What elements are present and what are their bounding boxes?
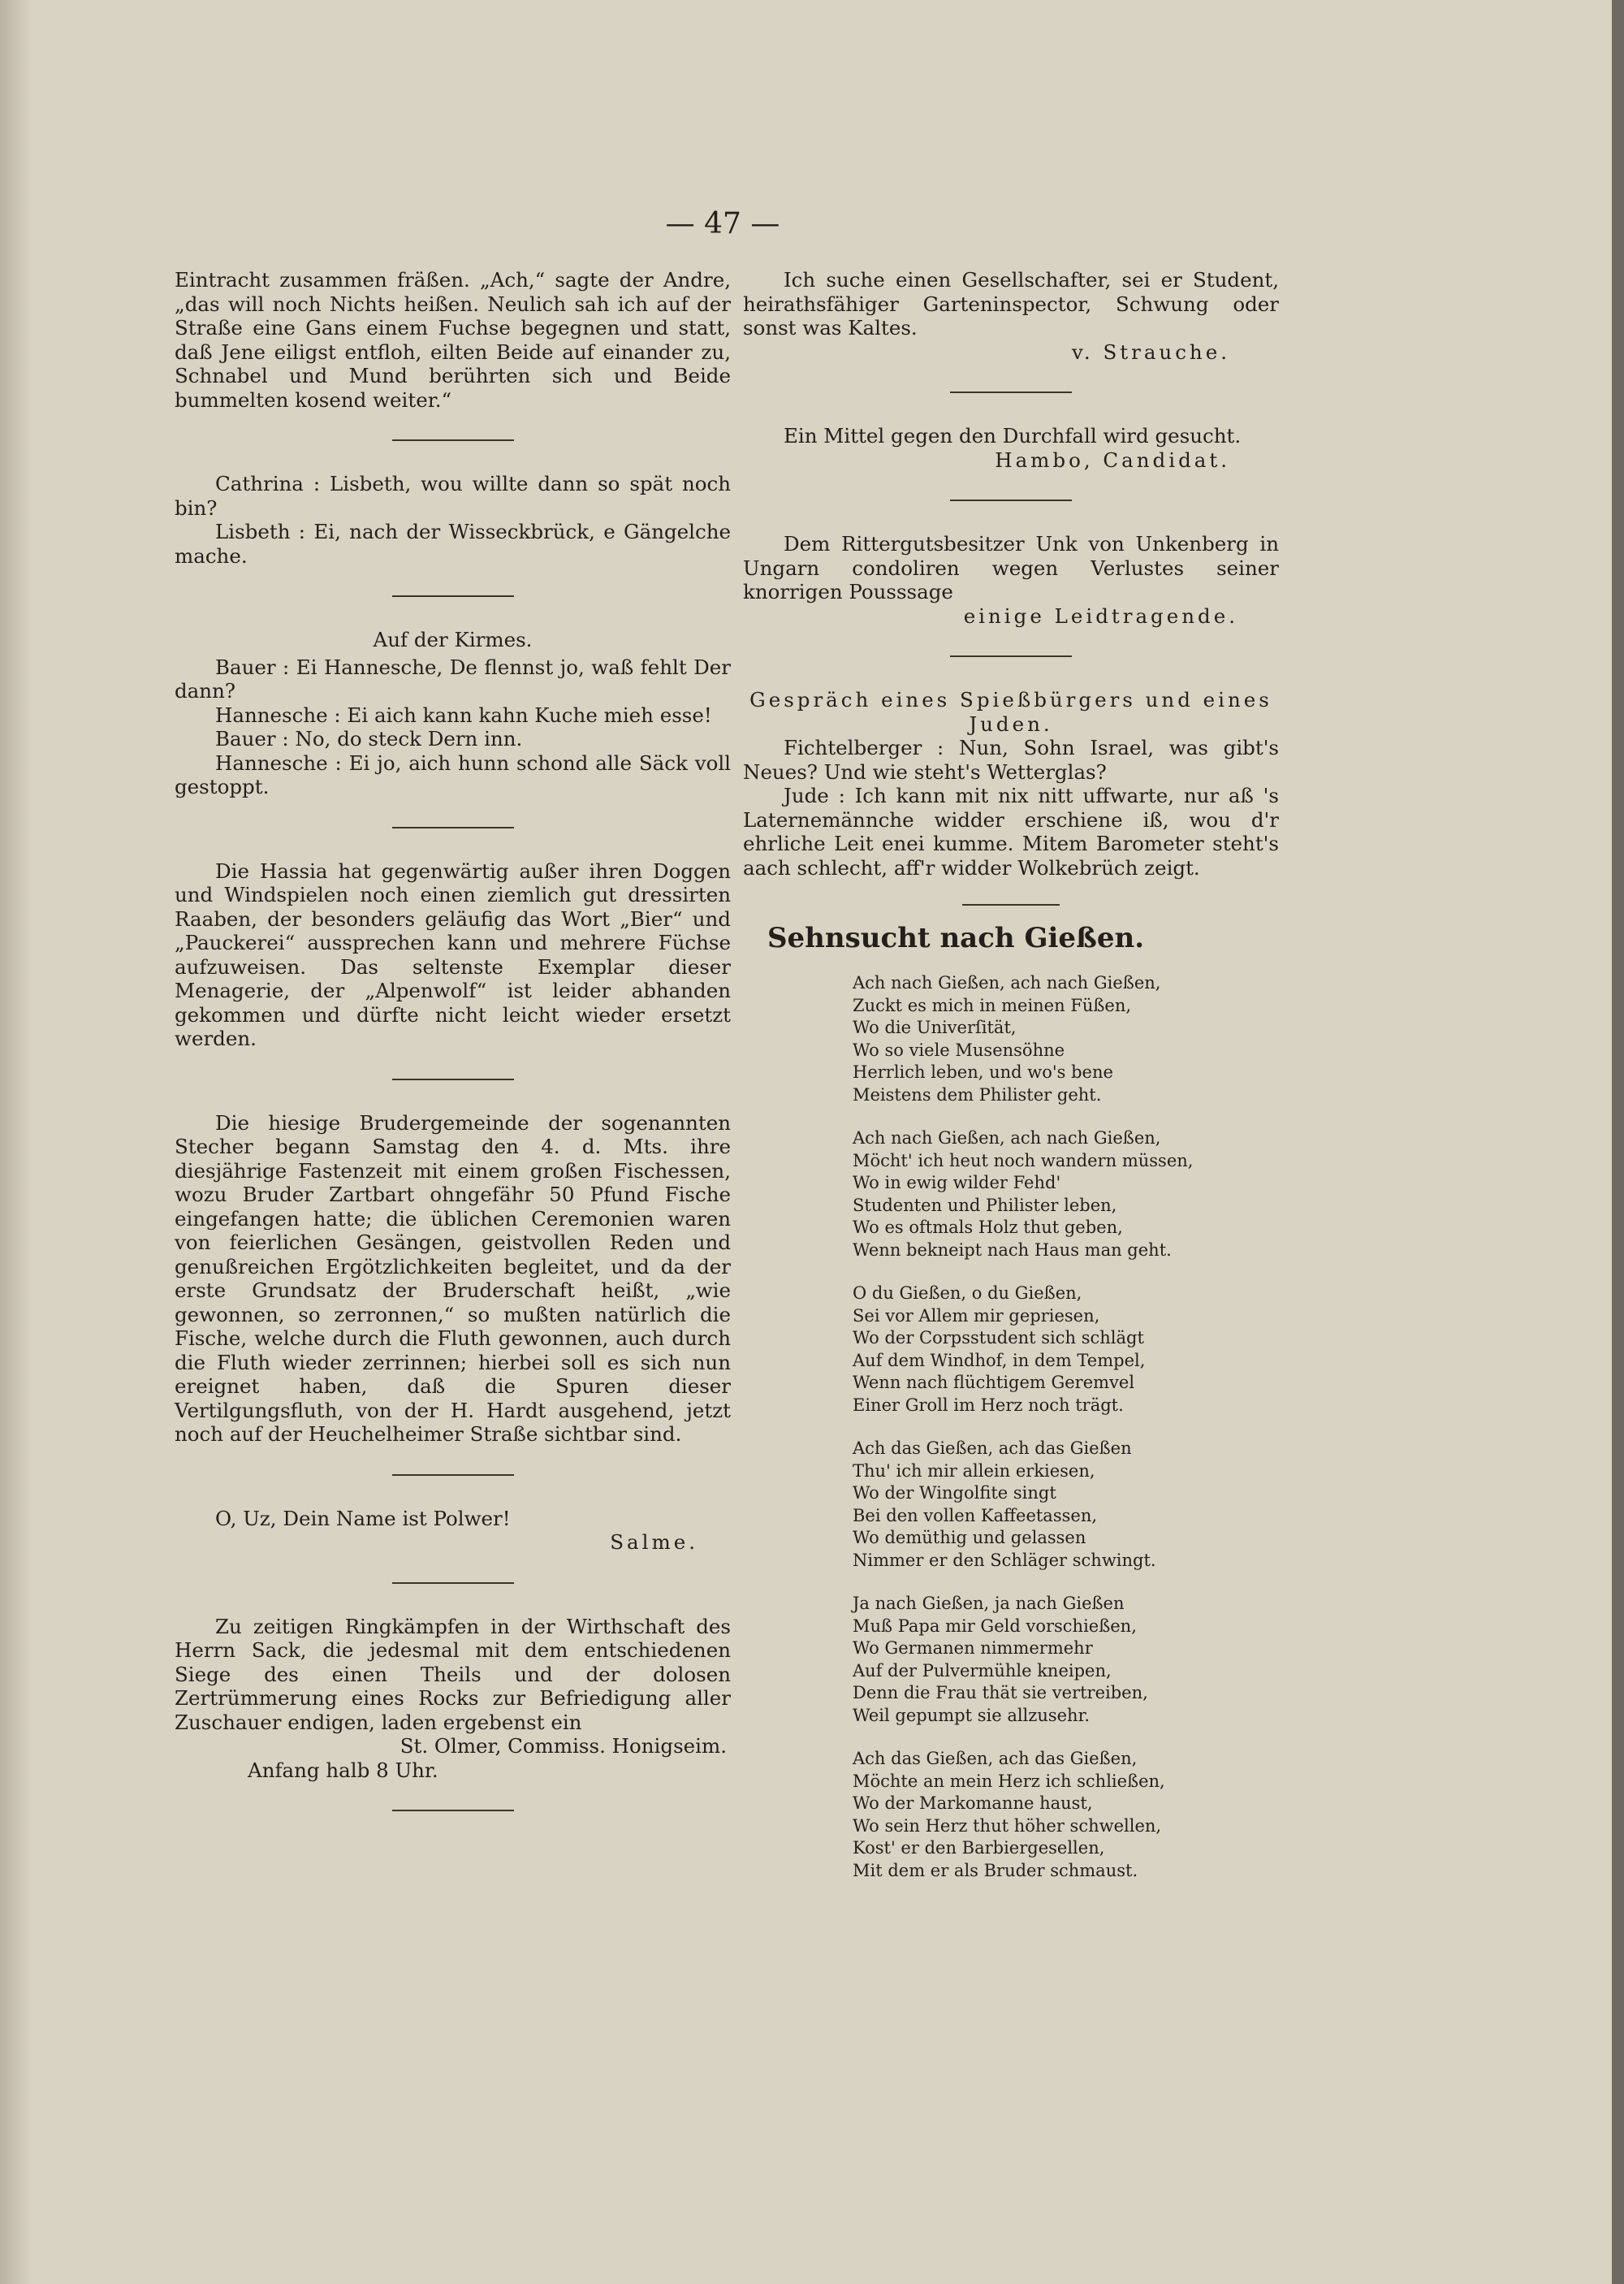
- separator-rule: [392, 1582, 514, 1584]
- gesellschafter-signature: v. Strauche.: [1071, 340, 1230, 364]
- poem-line: Ach nach Gießen, ach nach Gießen,: [853, 973, 1161, 993]
- poem-line: Wo sein Herz thut höher schwellen,: [853, 1815, 1162, 1836]
- dialogue-cathrina: Cathrina : Lisbeth, wou willte dann so spät noch bin?: [175, 472, 731, 520]
- poem-stanza: [743, 1593, 1279, 1727]
- gespraech-title: Gespräch eines Spießbürgers und eines Juden.: [749, 688, 1272, 736]
- uz-line: O, Uz, Dein Name ist Polwer!: [215, 1506, 511, 1530]
- brudergemeinde-notice: Die hiesige Brudergemeinde der sogenannten Stecher begann Samstag den 4. d. Mts. ihre diesjährige Fastenzeit mit einem großen Fischessen, wozu Bruder Zartbart ohngefähr 50 Pfund Fische eingefangen hatte; die üblichen Ceremonien waren von feierlichen Gesängen, geistvollen Reden und genußreichen Ergötzlichkeiten begleitet, und da der erste Grundsatz der Bruderschaft heißt, „wie gewonnen, so zerronnen,“ so mußten natürlich die Fische, welche durch die Fluth gewonnen, auch durch die Fluth wieder zerrinnen; hierbei soll es sich nun ereignet haben, daß die Spuren dieser Vertilgungsfluth, von der H. Hardt ausgehend, jetzt noch auf der Heuchelheimer Straße sichtbar sind.: [175, 1110, 731, 1446]
- separator-rule: [392, 1810, 514, 1811]
- poem-line: Herrlich leben, und wo's bene: [853, 1062, 1113, 1082]
- uz-signature: Salme.: [610, 1530, 698, 1554]
- separator-rule: [950, 500, 1072, 501]
- rittergut-notice: Dem Rittergutsbesitzer Unk von Unkenberg in Ungarn condoliren wegen Verlustes seiner knorrigen Pousssage: [743, 532, 1279, 603]
- gespraech-line: Jude : Ich kann mit nix nitt uffwarte, nur aß 's Laternemännche widder erschiene iß, wou d'r ehrliche Leit enei kumme. Mitem Barometer steht's aach schlecht, aff'r widder Wolkebrüch zeigt.: [743, 784, 1279, 880]
- page-number: — 47 —: [665, 207, 780, 240]
- poem-line: Wo der Markomanne haust,: [853, 1793, 1093, 1813]
- kirmes-line: Bauer : No, do steck Dern inn.: [215, 727, 523, 751]
- poem-line: Kost' er den Barbiergesellen,: [853, 1838, 1105, 1858]
- poem-line: Auf dem Windhof, in dem Tempel,: [853, 1350, 1146, 1370]
- poem-line: Ach nach Gießen, ach nach Gießen,: [853, 1128, 1161, 1148]
- gesellschafter-notice: Ich suche einen Gesellschafter, sei er Student, heirathsfähiger Garteninspector, Schwung oder sonst was Kaltes.: [743, 268, 1279, 340]
- poem-line: Denn die Frau thät sie vertreiben,: [853, 1683, 1148, 1702]
- separator-rule: [392, 827, 514, 828]
- poem-line: Sei vor Allem mir gepriesen,: [853, 1305, 1100, 1326]
- separator-rule: [962, 904, 1060, 906]
- poem-line: Wenn bekneipt nach Haus man geht.: [853, 1239, 1172, 1260]
- right-column: [743, 268, 1279, 1903]
- poem-line: Muß Papa mir Geld vorschießen,: [853, 1616, 1137, 1636]
- kirmes-title: Auf der Kirmes.: [373, 628, 533, 651]
- mittel-notice: Ein Mittel gegen den Durchfall wird gesucht.: [784, 424, 1242, 448]
- separator-rule: [950, 655, 1072, 657]
- kirmes-line: Bauer : Ei Hannesche, De flennst jo, waß fehlt Der dann?: [175, 655, 731, 703]
- poem-line: Thu' ich mir allein erkiesen,: [853, 1460, 1095, 1481]
- poem-line: O du Gießen, o du Gießen,: [853, 1283, 1082, 1303]
- poem-line: Wo in ewig wilder Fehd': [853, 1173, 1061, 1192]
- poem-line: Wo der Wingolfite singt: [853, 1483, 1056, 1503]
- poem-title: Sehnsucht nach Gießen.: [767, 922, 1145, 954]
- poem-line: Wo so viele Musensöhne: [853, 1040, 1065, 1060]
- separator-rule: [392, 1079, 514, 1080]
- page-edge-shadow: [0, 0, 32, 2284]
- poem-line: Wo Germanen nimmermehr: [853, 1638, 1093, 1658]
- ringkampf-notice: Zu zeitigen Ringkämpfen in der Wirthschaft des Herrn Sack, die jedesmal mit dem entschiedenen Siege des einen Theils und der dolosen Zertrümmerung eines Rocks zur Befriedigung aller Zuschauer endigen, laden ergebenst ein: [175, 1614, 731, 1734]
- poem-line: Auf der Pulvermühle kneipen,: [853, 1660, 1112, 1681]
- hassia-notice: Die Hassia hat gegenwärtig außer ihren Doggen und Windspielen noch einen ziemlich gut dressirten Raaben, der besonders geläufig das Wort „Bier“ und „Pauckerei“ aussprechen kann und mehrere Füchse aufzuweisen. Das seltenste Exemplar dieser Menagerie, der „Alpenwolf“ ist leider abhanden gekommen und dürfte nicht leicht wieder ersetzt werden.: [175, 859, 731, 1050]
- article-continuation: Eintracht zusammen fräßen. „Ach,“ sagte der Andre, „das will noch Nichts heißen. Neulich sah ich auf der Straße eine Gans einem Fuchse begegnen und statt, daß Jene eiligst entfloh, eilten Beide auf einander zu, Schnabel und Mund berührten sich und Beide bummelten kosend weiter.“: [175, 268, 731, 412]
- poem-line: Möcht' ich heut noch wandern müssen,: [853, 1150, 1194, 1170]
- ringkampf-signature: St. Olmer, Commiss. Honigseim.: [400, 1734, 727, 1758]
- poem-line: Ja nach Gießen, ja nach Gießen: [853, 1594, 1125, 1613]
- poem-line: Möchte an mein Herz ich schließen,: [853, 1771, 1165, 1791]
- rittergut-signature: einige Leidtragende.: [963, 603, 1238, 628]
- left-column: [175, 268, 731, 1842]
- poem-line: Wo der Corpsstudent sich schlägt: [853, 1328, 1144, 1347]
- separator-rule: [950, 391, 1072, 393]
- poem-line: Bei den vollen Kaffeetassen,: [853, 1505, 1098, 1525]
- ringkampf-time: Anfang halb 8 Uhr.: [248, 1758, 438, 1782]
- poem-stanza: [743, 972, 1279, 1106]
- poem-line: Wenn nach flüchtigem Geremvel: [853, 1373, 1135, 1392]
- poem-line: Wo es oftmals Holz thut geben,: [853, 1218, 1123, 1237]
- poem-line: Ach das Gießen, ach das Gießen: [853, 1438, 1132, 1458]
- poem-line: Studenten und Philister leben,: [853, 1195, 1117, 1215]
- poem-stanza: [743, 1438, 1279, 1572]
- dialogue-lisbeth: Lisbeth : Ei, nach der Wisseckbrück, e Gängelche mache.: [175, 520, 731, 568]
- kirmes-line: Hannesche : Ei aich kann kahn Kuche mieh esse!: [215, 703, 712, 727]
- poem-stanza: [743, 1748, 1279, 1882]
- poem-line: Nimmer er den Schläger schwingt.: [853, 1550, 1156, 1570]
- mittel-signature: Hambo, Candidat.: [995, 448, 1230, 472]
- separator-rule: [392, 439, 514, 441]
- gespraech-line: Fichtelberger : Nun, Sohn Israel, was gibt's Neues? Und wie steht's Wetterglas?: [743, 736, 1279, 784]
- poem-line: Mit dem er als Bruder schmaust.: [853, 1860, 1138, 1880]
- separator-rule: [392, 1474, 514, 1476]
- separator-rule: [392, 595, 514, 597]
- poem-line: Meistens dem Philister geht.: [853, 1084, 1102, 1105]
- poem-stanza: [743, 1127, 1279, 1261]
- poem-line: Weil gepumpt sie allzusehr.: [853, 1705, 1090, 1725]
- poem-line: Zuckt es mich in meinen Füßen,: [853, 995, 1132, 1015]
- kirmes-line: Hannesche : Ei jo, aich hunn schond alle Säck voll gestoppt.: [175, 751, 731, 798]
- poem-line: Wo die Univerſität,: [853, 1018, 1017, 1037]
- poem-line: Wo demüthig und gelassen: [853, 1528, 1086, 1547]
- poem-line: Einer Groll im Herz noch trägt.: [853, 1395, 1124, 1415]
- poem-stanza: [743, 1283, 1279, 1417]
- poem-line: Ach das Gießen, ach das Gießen,: [853, 1749, 1138, 1768]
